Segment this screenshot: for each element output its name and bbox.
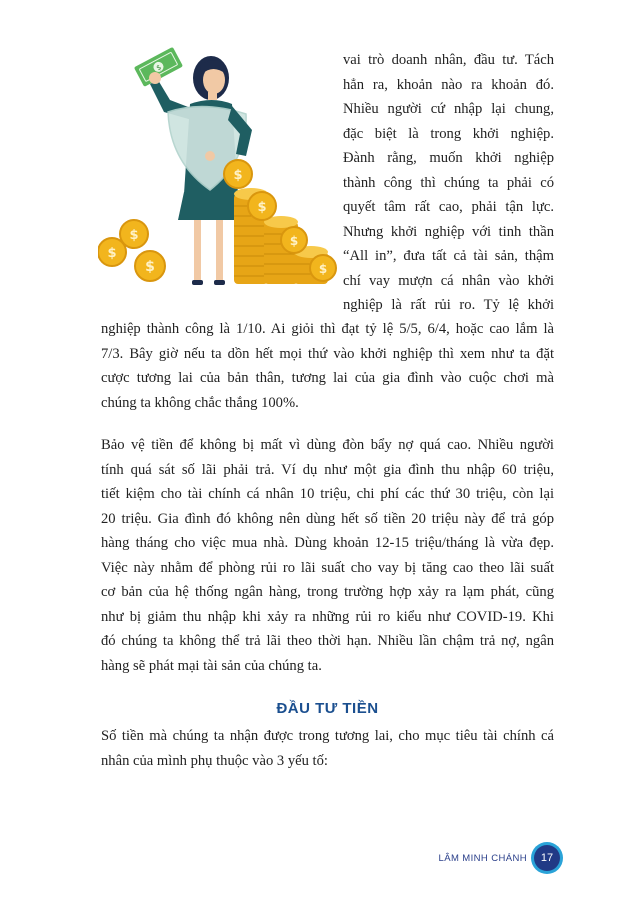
text-line: Bảo vệ tiền để không bị mất vì dùng đòn bẩy nợ quá cao. Nhiều người [101,437,554,453]
text-line: Số tiền mà chúng ta nhận được trong tương lai, cho mục tiêu tài chính cá [101,728,554,744]
svg-text:$: $ [129,228,139,243]
svg-text:$: $ [145,259,155,275]
svg-text:$: $ [155,63,163,73]
text-line: chí vay mượn cá nhân vào khởi [343,272,554,289]
paragraph-intro-rest [101,317,554,415]
coin-icon [120,220,148,248]
paragraph-protect-money [101,433,554,678]
paragraph-invest-money [101,724,554,773]
text-line: nghiệp là rất rủi ro. Tỷ lệ khởi [343,297,554,313]
text-line: đặc biệt là trong khởi nghiệp. [343,125,554,142]
text-line: Đành rằng, muốn khởi nghiệp [343,150,554,166]
text-line: chúng ta không chắc thắng 100%. [101,394,299,411]
text-line: tiết kiệm cho tài chính cá nhân 10 triệu, chi phí các thứ 30 triệu, còn lại [101,486,554,502]
text-line: cơ bản của hệ thống ngân hàng, trong trường hợp xảy ra lạm phát, cũng [101,584,554,600]
text-line: Việc này nhằm để phòng rủi ro lãi suất cho vay bị tăng cao theo lãi suất [101,559,554,576]
text-line: đó chúng ta không thể trả lãi theo thời hạn. Nhiều lần chậm trả nợ, ngân [101,633,554,649]
text-line: “All in”, đưa tất cả tài sản, thậm [343,248,554,264]
text-line: tính quá sát số lãi phải trả. Ví dụ như một gia đình thu nhập 60 triệu, [101,461,554,478]
svg-text:$: $ [289,234,299,248]
svg-text:$: $ [233,168,243,183]
paragraph-intro-float [343,48,554,318]
text-line: Nhưng khởi nghiệp với tinh thần [343,223,554,240]
text-line: vai trò doanh nhân, đầu tư. Tách [343,52,554,68]
footer-author: LÂM MINH CHÁNH [438,853,527,864]
text-line: hàng tháng cho việc mua nhà. Dùng khoản 12-15 triệu/tháng là vừa đẹp. [101,535,554,551]
coin-icon [310,255,336,281]
text-line: cược tương lai của bản thân, tương lai của gia đình vào cuộc chơi mà [101,370,554,386]
woman-shield-coins-illustration [98,44,338,292]
text-line: nghiệp thành công là 1/10. Ai giỏi thì đạt tỷ lệ 5/5, 6/4, hoặc cao lắm là [101,321,554,337]
text-line: thành công thì chúng ta phải có [343,174,554,191]
svg-text:$: $ [107,246,117,261]
coin-icon [248,192,276,220]
coin-icon [224,160,252,188]
coin-icon [281,227,307,253]
text-line: Nhiều người cứ nhập lại chung, [343,101,554,117]
svg-text:$: $ [318,262,328,276]
text-line: hàng sẽ phát mại tài sản của chúng ta. [101,657,322,674]
text-line: như bị giảm thu nhập khi xảy ra những rủi ro kiểu như COVID-19. Khi [101,608,554,625]
section-heading: ĐẦU TƯ TIỀN [276,700,379,717]
page-number-badge: 17 [534,845,560,871]
svg-text:$: $ [257,200,267,215]
text-line: 20 triệu. Gia đình đó không nên dùng hết số tiền 20 triệu này để trả góp [101,510,554,527]
text-line: nhân của mình phụ thuộc vào 3 yếu tố: [101,752,328,769]
text-line: 7/3. Bây giờ nếu ta dồn hết mọi thứ vào khởi nghiệp thì xem như ta đặt [101,345,554,362]
coin-icon [135,251,165,281]
text-line: quyết tâm rất cao, phải tận lực. [343,199,554,215]
text-line: hẳn ra, khoản nào ra khoản đó. [343,76,554,93]
